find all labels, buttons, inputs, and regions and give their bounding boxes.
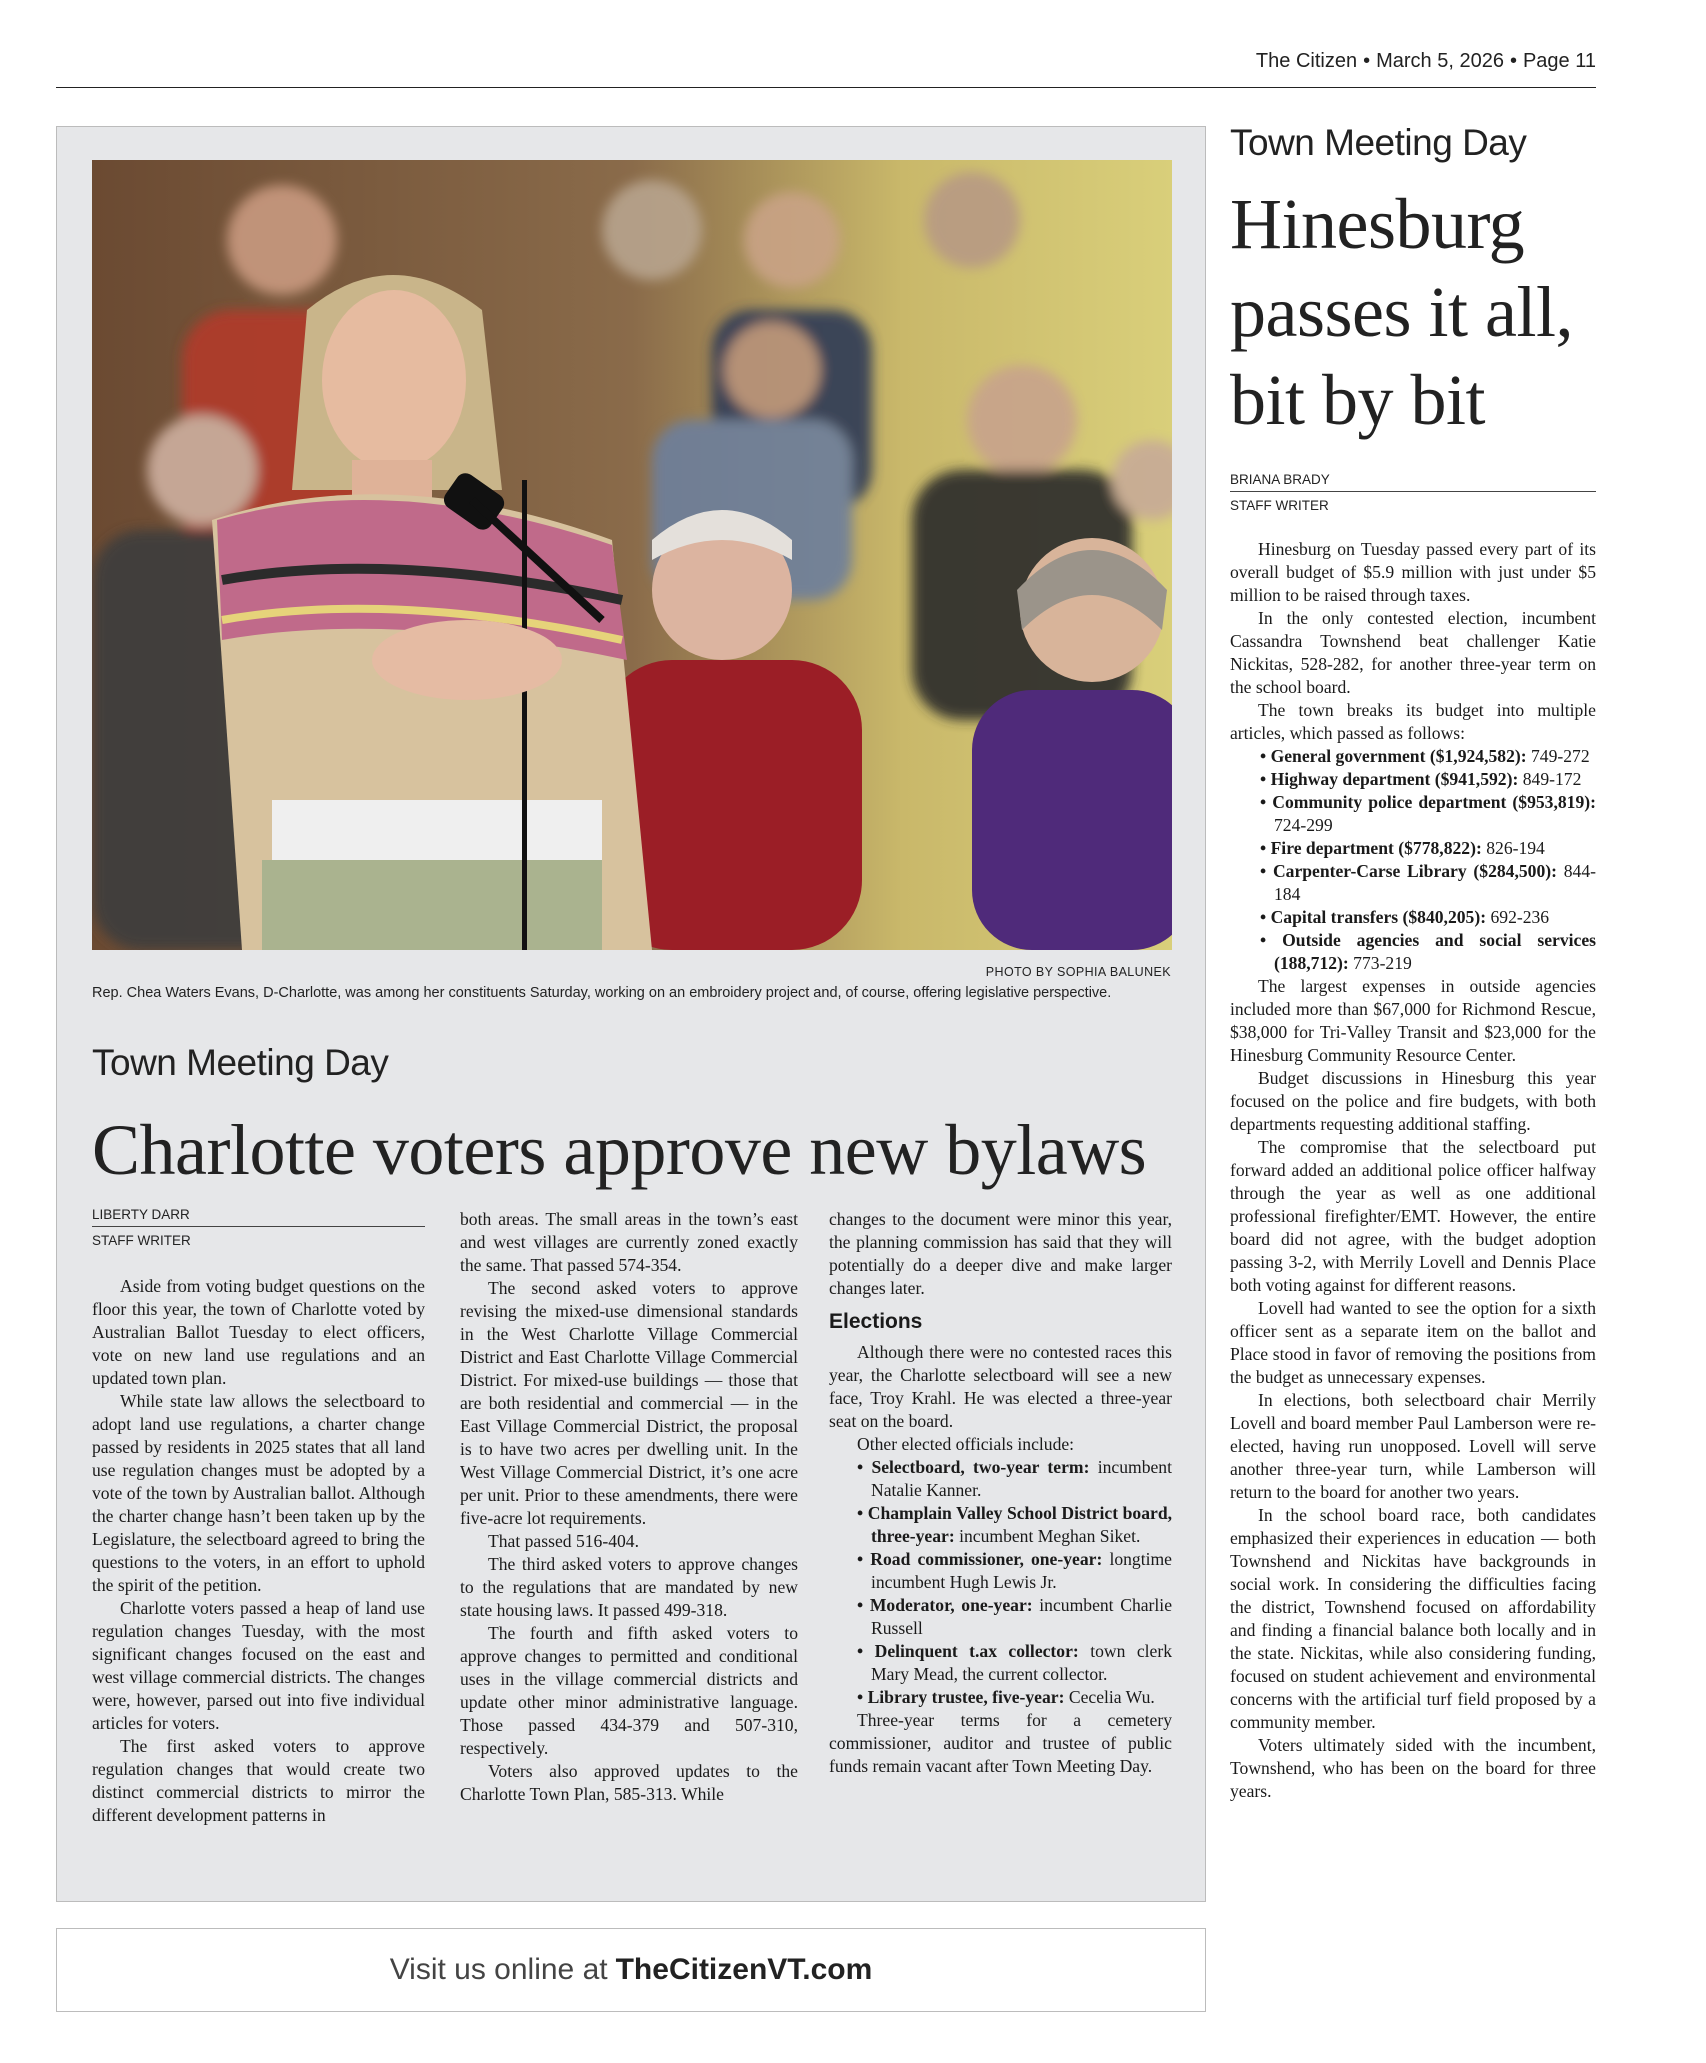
paragraph: In the school board race, both candidates emphasized their experiences in education — both Townshend and Nickitas have backgrounds in social work. In considering the difficulties facing the district, Townshend focused on affordability and finding a financial balance both locally and in the state. Nickitas, while also considering funding, focused on student achievement and environmental concerns with the artificial turf field proposed by a community member. <box>1230 1505 1596 1732</box>
article-title: General government ($1,924,582): <box>1270 746 1527 766</box>
page-folio <box>1256 50 1596 73</box>
article-vote: 724-299 <box>1274 815 1333 835</box>
paragraph: Charlotte voters passed a heap of land use regulation changes Tuesday, with the most significant changes focused on the east and west village commercial districts. The changes were, however, parsed out into five individual articles for voters. <box>92 1598 425 1733</box>
paragraph: Other elected officials include: <box>857 1434 1075 1454</box>
list-item: • General government ($1,924,582): 749-272 <box>1260 746 1590 766</box>
list-item: • Fire department ($778,822): 826-194 <box>1260 838 1545 858</box>
paragraph: The fourth and fifth asked voters to approve changes to permitted and conditional uses in the village commercial districts and update other minor administrative language. Those passed 434-379 and 507-310, respectively. <box>460 1623 798 1758</box>
charlotte-headline: Charlotte voters approve new bylaws <box>92 1110 1147 1190</box>
banner-prefix: Visit us online at <box>389 1953 608 1986</box>
paragraph: The third asked voters to approve changes to the regulations that are mandated by new state housing laws. It passed 499-318. <box>460 1554 798 1620</box>
article-title: Carpenter-Carse Library ($284,500): <box>1272 861 1557 881</box>
header-rule <box>56 87 1596 88</box>
paragraph: Aside from voting budget questions on the floor this year, the town of Charlotte voted by Australian Ballot Tuesday to elect officers, vote on new land use regulations and an updated town plan. <box>92 1276 425 1388</box>
news-photo <box>92 160 1172 950</box>
page-number: Page 11 <box>1522 50 1596 72</box>
official-value: incumbent Charlie Russell <box>871 1595 1172 1638</box>
list-item: • Library trustee, five-year: Cecelia Wu. <box>857 1687 1155 1707</box>
hinesburg-byline <box>1230 472 1596 513</box>
paragraph: changes to the document were minor this year, the planning commission has said that they will potentially do a deeper dive and make larger changes later. <box>829 1209 1172 1298</box>
paragraph: While state law allows the selectboard to adopt land use regulations, a charter change passed by residents in 2025 states that all land use regulation changes must be adopted by a vote of the town by Australian ballot. Although the charter change hasn’t been taken up by the Legislature, the selectboard agreed to bring the questions to the voters, in an effort to uphold the spirit of the petition. <box>92 1391 425 1595</box>
charlotte-column-3 <box>829 1208 1172 1778</box>
official-title: Selectboard, two-year term: <box>871 1457 1090 1477</box>
official-value: town clerk Mary Mead, the current collector. <box>871 1641 1173 1684</box>
elections-subhead: Elections <box>829 1310 923 1333</box>
article-vote: 844-184 <box>1274 861 1596 904</box>
author-role: STAFF WRITER <box>1230 498 1329 513</box>
paragraph: The compromise that the selectboard put forward added an additional police officer halfway through the year as well as one additional professional firefighter/EMT. However, the entire board did not agree, with the budget adoption passing 3-2, with Merrily Lovell and Dennis Place both voting against for different reasons. <box>1230 1137 1596 1295</box>
paragraph: The first asked voters to approve regulation changes that would create two distinct commercial districts to mirror the different development patterns in <box>92 1736 425 1825</box>
official-title: Library trustee, five-year: <box>867 1687 1065 1707</box>
list-item: • Carpenter-Carse Library ($284,500): 844-184 <box>1260 861 1596 904</box>
list-item: • Community police department ($953,819): 724-299 <box>1260 792 1596 835</box>
list-item: • Moderator, one-year: incumbent Charlie Russell <box>857 1595 1172 1638</box>
website-link[interactable]: TheCitizenVT.com <box>615 1953 873 1986</box>
official-title: Moderator, one-year: <box>869 1595 1033 1615</box>
article-vote: 749-272 <box>1531 746 1590 766</box>
folio-separator: • <box>1363 50 1371 72</box>
list-item: • Delinquent t.ax collector: town clerk Mary Mead, the current collector. <box>857 1641 1173 1684</box>
list-item: • Capital transfers ($840,205): 692-236 <box>1260 907 1550 927</box>
official-title: Champlain Valley School District board, three-year: <box>867 1503 1173 1546</box>
paragraph: The town breaks its budget into multiple articles, which passed as follows: <box>1230 700 1596 743</box>
article-title: Outside agencies and social services (188,712): <box>1274 930 1596 973</box>
website-banner[interactable] <box>56 1928 1206 2012</box>
paragraph: Three-year terms for a cemetery commissioner, auditor and trustee of public funds remain vacant after Town Meeting Day. <box>829 1710 1172 1776</box>
photo-credit: PHOTO BY SOPHIA BALUNEK <box>985 965 1171 979</box>
list-item: • Road commissioner, one-year: longtime incumbent Hugh Lewis Jr. <box>857 1549 1172 1592</box>
photo-illustration <box>92 160 1172 950</box>
paragraph: In the only contested election, incumbent Cassandra Townshend beat challenger Katie Nickitas, 528-282, for another three-year term on the school board. <box>1230 608 1596 697</box>
budget-articles-list <box>1230 745 1596 975</box>
article-vote: 773-219 <box>1353 953 1412 973</box>
paragraph: The largest expenses in outside agencies included more than $67,000 for Richmond Rescue, $38,000 for Tri-Valley Transit and $23,000 for the Hinesburg Community Resource Center. <box>1230 976 1596 1065</box>
article-title: Highway department ($941,592): <box>1270 769 1519 789</box>
charlotte-kicker: Town Meeting Day <box>92 1042 389 1083</box>
issue-date: March 5, 2026 <box>1376 50 1504 72</box>
folio-separator: • <box>1509 50 1517 72</box>
official-value: incumbent Meghan Siket. <box>959 1526 1141 1546</box>
hinesburg-kicker: Town Meeting Day <box>1230 122 1527 163</box>
paragraph: The second asked voters to approve revising the mixed-use dimensional standards in the West Charlotte Village Commercial District and East Charlotte Village Commercial District. For mixed-use buildings — those that are both residential and commercial — in the East Village Commercial District, the proposal is to have two acres per dwelling unit. In the West Village Commercial District, it’s one acre per unit. Prior to these amendments, there were five-acre lot requirements. <box>460 1278 798 1528</box>
official-value: Cecelia Wu. <box>1068 1687 1155 1707</box>
article-vote: 826-194 <box>1486 838 1545 858</box>
article-vote: 692-236 <box>1490 907 1550 927</box>
paragraph: Hinesburg on Tuesday passed every part of its overall budget of $5.9 million with just under $5 million to be raised through taxes. <box>1230 539 1596 605</box>
paragraph: both areas. The small areas in the town’s east and west villages are currently zoned exactly the same. That passed 574-354. <box>460 1209 798 1275</box>
list-item: • Champlain Valley School District board, three-year: incumbent Meghan Siket. <box>857 1503 1173 1546</box>
charlotte-byline <box>92 1207 425 1248</box>
article-title: Capital transfers ($840,205): <box>1270 907 1487 927</box>
paragraph: Lovell had wanted to see the option for a sixth officer sent as a separate item on the ballot and Place stood in favor of removing the positions from the budget as unnecessary expenses. <box>1230 1298 1596 1387</box>
photo-caption: Rep. Chea Waters Evans, D-Charlotte, was among her constituents Saturday, working on an embroidery project and, of course, offering legislative perspective. <box>92 985 1112 1001</box>
paragraph: Budget discussions in Hinesburg this year focused on the police and fire budgets, with both departments requesting additional staffing. <box>1230 1068 1596 1134</box>
paragraph: That passed 516-404. <box>488 1531 639 1551</box>
list-item: • Outside agencies and social services (188,712): 773-219 <box>1260 930 1596 973</box>
hinesburg-column <box>1230 538 1596 1803</box>
paragraph: Although there were no contested races this year, the Charlotte selectboard will see a new face, Troy Krahl. He was elected a three-year seat on the board. <box>829 1342 1172 1431</box>
official-value: incumbent Natalie Kanner. <box>871 1457 1172 1500</box>
hinesburg-headline: Hinesburg passes it all, bit by bit <box>1230 184 1573 440</box>
official-title: Road commissioner, one-year: <box>870 1549 1103 1569</box>
paragraph: Voters ultimately sided with the incumbent, Townshend, who has been on the board for three years. <box>1230 1735 1596 1801</box>
paragraph: In elections, both selectboard chair Merrily Lovell and board member Paul Lamberson were re-elected, having run unopposed. Lovell will serve another three-year turn, while Lamberson will return to the board for another two years. <box>1230 1390 1596 1502</box>
official-value: longtime incumbent Hugh Lewis Jr. <box>871 1549 1172 1592</box>
official-title: Delinquent t.ax collector: <box>874 1641 1079 1661</box>
author-name: LIBERTY DARR <box>92 1207 425 1227</box>
charlotte-column-2 <box>460 1208 798 1806</box>
article-title: Community police department ($953,819): <box>1272 792 1596 812</box>
author-name: BRIANA BRADY <box>1230 472 1596 492</box>
officials-list <box>829 1456 1172 1709</box>
charlotte-story-panel <box>56 126 1206 1902</box>
paragraph: Voters also approved updates to the Charlotte Town Plan, 585-313. While <box>460 1761 798 1804</box>
paper-name: The Citizen <box>1255 50 1358 72</box>
list-item: • Highway department ($941,592): 849-172 <box>1260 769 1582 789</box>
article-title: Fire department ($778,822): <box>1270 838 1482 858</box>
list-item: • Selectboard, two-year term: incumbent Natalie Kanner. <box>857 1457 1172 1500</box>
article-vote: 849-172 <box>1522 769 1582 789</box>
charlotte-column-1 <box>92 1275 425 1827</box>
author-role: STAFF WRITER <box>92 1233 191 1248</box>
